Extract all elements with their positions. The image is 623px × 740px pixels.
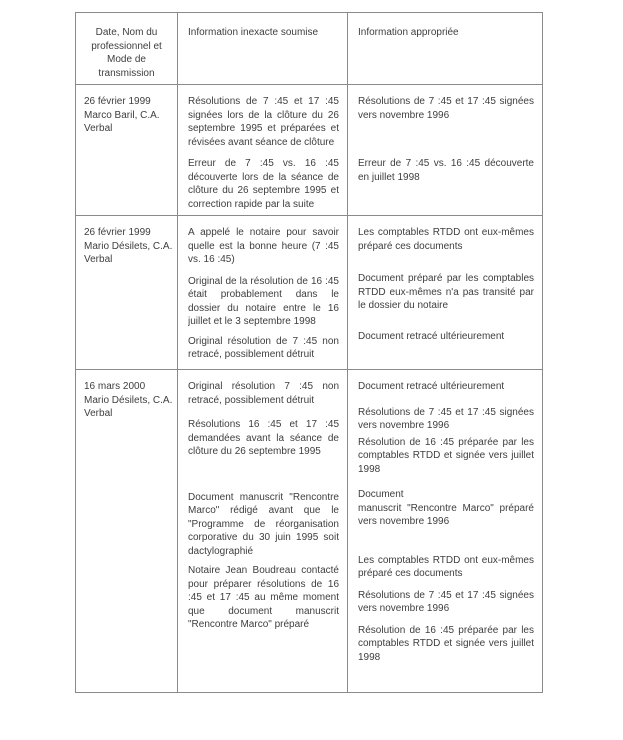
transmission-mode-text: Verbal — [84, 254, 113, 265]
cell-date-professionnel — [76, 85, 178, 216]
paragraph: Résolutions de 7 :45 et 17 :45 signées vers novembre 1996 — [358, 589, 534, 614]
paragraph: Document retracé ultérieurement — [358, 381, 505, 392]
paragraph: Les comptables RTDD ont eux-mêmes préparé ces documents — [358, 227, 534, 252]
cell-date-professionnel — [76, 216, 178, 370]
cell-date-professionnel — [76, 370, 178, 693]
transmission-mode-text: Verbal — [84, 123, 113, 134]
professional-name-text: Marco Baril, C.A. — [84, 109, 160, 121]
paragraph: Original résolution de 7 :45 non retracé, possiblement détruit — [188, 335, 339, 360]
paragraph: A appelé le notaire pour savoir quelle est la bonne heure (7 :45 vs. 16 :45) — [188, 227, 339, 265]
paragraph: Document préparé par les comptables RTDD eux-mêmes n'a pas transité par le dossier du notaire — [358, 273, 534, 311]
paragraph: Résolution de 16 :45 préparée par les comptables RTDD et signée vers juillet 1998 — [358, 624, 534, 663]
cell-information-appropriee — [348, 370, 543, 693]
cell-information-inexacte — [178, 370, 348, 693]
paragraph: Résolution de 16 :45 préparée par les comptables RTDD et signée vers juillet 1998 — [358, 436, 534, 475]
date-text: 16 mars 2000 — [84, 381, 146, 392]
paragraph: Résolutions 16 :45 et 17 :45 demandées avant la séance de clôture du 26 septembre 1995 — [188, 419, 339, 457]
paragraph: Document retracé ultérieurement — [358, 330, 505, 342]
cell-information-inexacte — [178, 216, 348, 370]
cell-information-appropriee — [348, 216, 543, 370]
professional-name-text: Mario Désilets, C.A. — [84, 240, 173, 252]
transmission-mode-text: Verbal — [84, 408, 113, 419]
professional-name-text: Mario Désilets, C.A. — [84, 394, 173, 406]
paragraph: Erreur de 7 :45 vs. 16 :45 découverte lors de la séance de clôture du 26 septembre 1995 et correction rapide par la suite — [188, 158, 339, 210]
paragraph: Notaire Jean Boudreau contacté pour préparer résolutions de 16 :45 et 17 :45 au même moment que document manuscrit "Rencontre Marco" préparé — [188, 565, 339, 630]
paragraph: Document — [358, 489, 404, 500]
header-label-information-appropriee: Information appropriée — [358, 27, 459, 38]
paragraph: Original résolution 7 :45 non retracé, possiblement détruit — [188, 381, 339, 406]
table-row-3 — [76, 370, 543, 693]
paragraph: Document manuscrit "Rencontre Marco" rédigé avant que le "Programme de réorganisation corporative du 30 juin 1995 soit dactylographié — [188, 491, 339, 557]
paragraph: Résolutions de 7 :45 et 17 :45 signées lors de la clôture du 26 septembre 1995 et préparées et révisées avant séance de clôture — [188, 96, 339, 148]
paragraph: manuscrit "Rencontre Marco" préparé vers novembre 1996 — [358, 502, 534, 527]
paragraph: Les comptables RTDD ont eux-mêmes préparé ces documents — [358, 554, 534, 579]
date-text: 26 février 1999 — [84, 227, 151, 238]
table-row-1 — [76, 85, 543, 216]
paragraph: Résolutions de 7 :45 et 17 :45 signées vers novembre 1996 — [358, 406, 534, 431]
paragraph: Original de la résolution de 16 :45 était probablement dans le dossier du notaire entre le 16 juillet et le 3 septembre 1998 — [188, 275, 339, 327]
professional-information-table — [75, 12, 543, 693]
date-text: 26 février 1999 — [84, 96, 151, 107]
header-cell-date-professionnel — [76, 13, 178, 85]
header-label-information-inexacte: Information inexacte soumise — [188, 27, 319, 38]
header-cell-information-appropriee — [348, 13, 543, 85]
cell-information-inexacte — [178, 85, 348, 216]
cell-information-appropriee — [348, 85, 543, 216]
table-row-2 — [76, 216, 543, 370]
header-cell-information-inexacte — [178, 13, 348, 85]
header-label-date-professionnel: Date, Nom du professionnel et Mode de transmission — [91, 27, 162, 79]
paragraph: Résolutions de 7 :45 et 17 :45 signées vers novembre 1996 — [358, 96, 534, 121]
paragraph: Erreur de 7 :45 vs. 16 :45 découverte en juillet 1998 — [358, 158, 534, 183]
header-row — [76, 13, 543, 85]
